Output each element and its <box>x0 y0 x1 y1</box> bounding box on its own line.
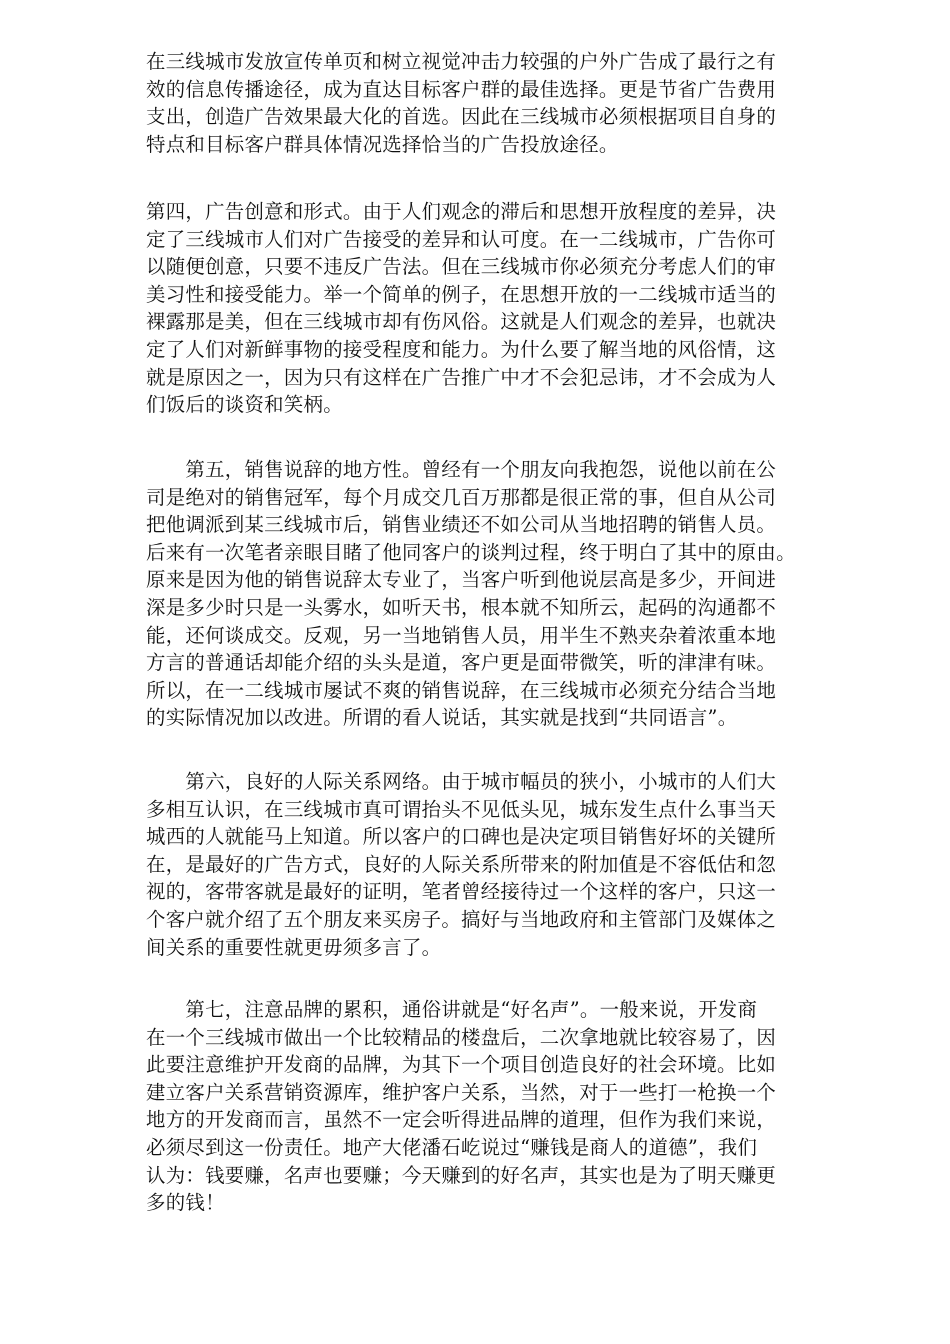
paragraph-interpersonal-network: 第六，良好的人际关系网络。由于城市幅员的狭小，小城市的人们大 多相互认识，在三线城市真可谓抬头不见低头见，城东发生点什么事当天 城西的人就能马上知道。所以客户的口碑也是决定项目销售好坏的关键所 在，是最好的广告方式，良好的人际关系所带来的附加值是不容低估和忽 视的，客带客就是最好的证明，笔者曾经接待过一个这样的客户，只这一 个客户就介绍了五个朋友来买房子。搞好与当地政府和主管部门及媒体之 间关系的重要性就更毋须多言了。 <box>146 770 777 959</box>
paragraph-brand-reputation: 第七，注意品牌的累积，通俗讲就是“好名声”。一般来说，开发商 在一个三线城市做出一个比较精品的楼盘后，二次拿地就比较容易了，因 此要注意维护开发商的品牌，为其下一个项目创造良好的社会环境。比如 建立客户关系营销资源库，维护客户关系，当然，对于一些打一枪换一个 地方的开发商而言，虽然不一定会听得进品牌的道理，但作为我们来说， 必须尽到这一份责任。地产大佬潘石屹说过“赚钱是商人的道德”，我们 认为：钱要赚，名声也要赚；今天赚到的好名声，其实也是为了明天赚更 多的钱！ <box>146 998 777 1215</box>
paragraph-sales-pitch-localization: 第五，销售说辞的地方性。曾经有一个朋友向我抱怨，说他以前在公 司是绝对的销售冠军，每个月成交几百万那都是很正常的事，但自从公司 把他调派到某三线城市后，销售业绩还不如公司从当地招聘的销售人员。 后来有一次笔者亲眼目睹了他同客户的谈判过程，终于明白了其中的原由。 原来是因为他的销售说辞太专业了，当客户听到他说层高是多少，开间进 深是多少时只是一头雾水，如听天书，根本就不知所云，起码的沟通都不 能，还何谈成交。反观，另一当地销售人员，用半生不熟夹杂着浓重本地 方言的普通话却能介绍的头头是道，客户更是面带微笑，听的津津有味。 所以，在一二线城市屡试不爽的销售说辞，在三线城市必须充分结合当地 的实际情况加以改进。所谓的看人说话，其实就是找到“共同语言”。 <box>146 458 796 730</box>
paragraph-ad-creativity: 第四，广告创意和形式。由于人们观念的滞后和思想开放程度的差异，决 定了三线城市人们对广告接受的差异和认可度。在一二线城市，广告你可 以随便创意，只要不违反广告法。但在三线城市你必须充分考虑人们的审 美习性和接受能力。举一个简单的例子，在思想开放的一二线城市适当的 裸露那是美，但在三线城市却有伤风俗。这就是人们观念的差异，也就决 定了人们对新鲜事物的接受程度和能力。为什么要了解当地的风俗情，这 就是原因之一，因为只有这样在广告推广中才不会犯忌讳，才不会成为人 们饭后的谈资和笑柄。 <box>146 200 777 417</box>
paragraph-outdoor-advertising: 在三线城市发放宣传单页和树立视觉冲击力较强的户外广告成了最行之有 效的信息传播途径，成为直达目标客户群的最佳选择。更是节省广告费用 支出，创造广告效果最大化的首选。因此在三线城市必须根据项目自身的 特点和目标客户群具体情况选择恰当的广告投放途径。 <box>146 50 777 156</box>
